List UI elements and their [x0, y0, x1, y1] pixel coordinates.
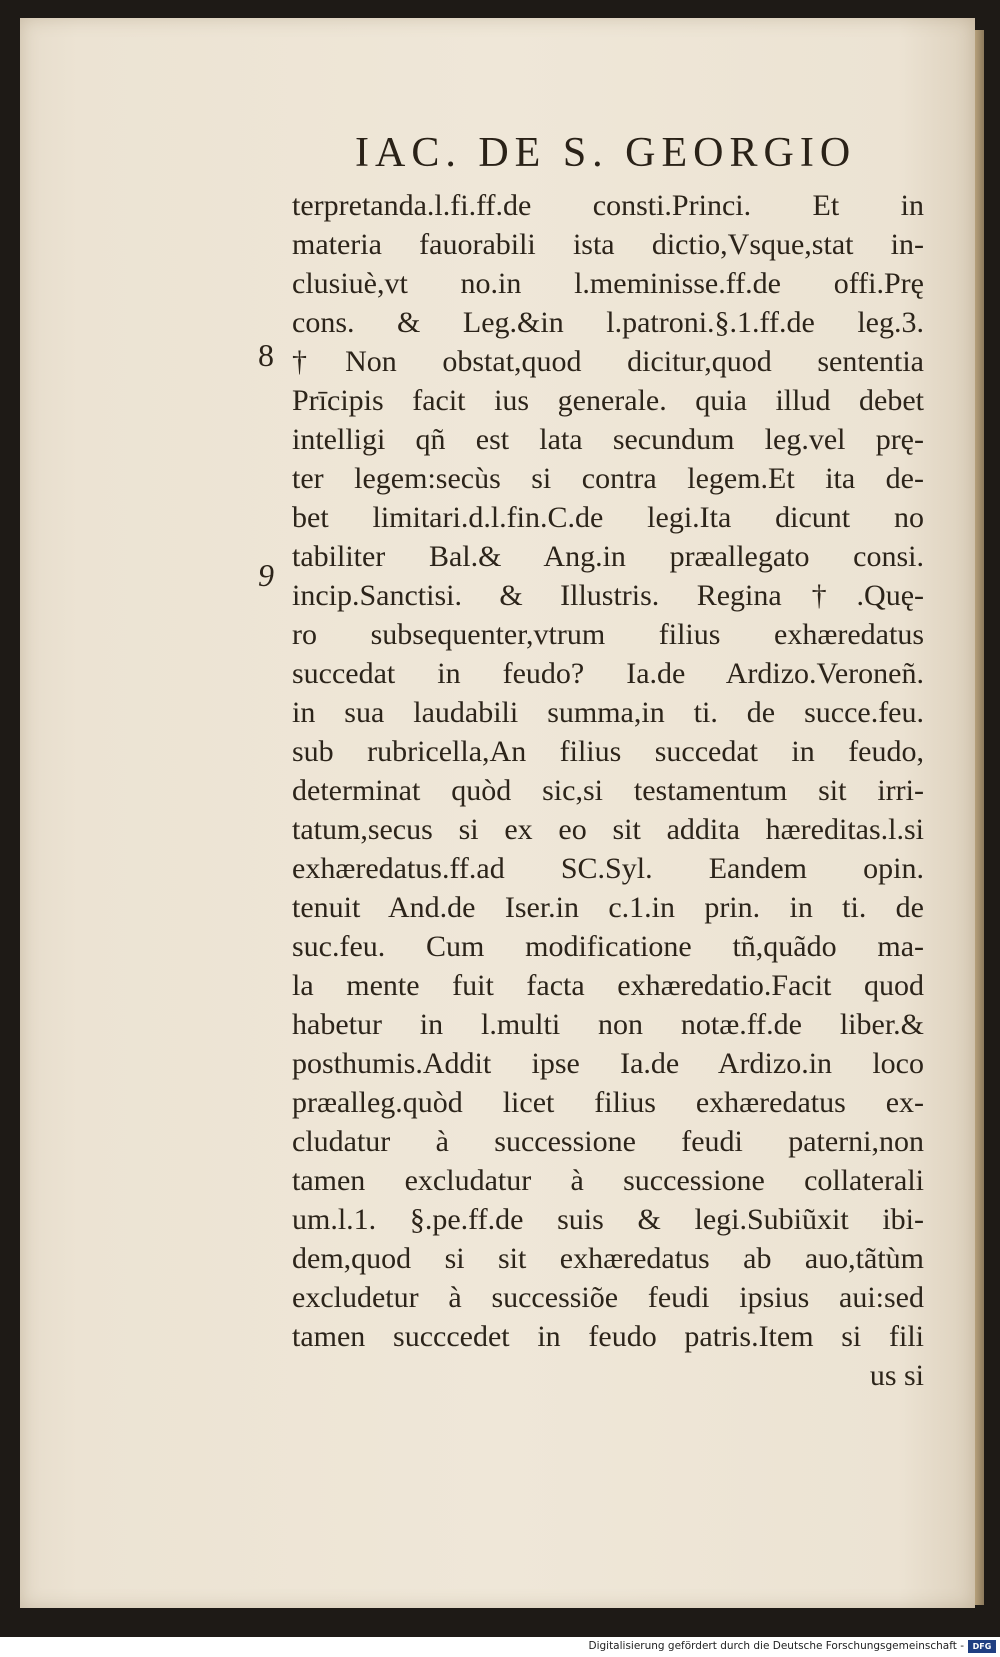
text-line: succedat in feudo? Ia.de Ardizo.Veroneñ.: [292, 657, 924, 690]
text-line: præalleg.quòd licet filius exhæredatus ex-: [292, 1086, 924, 1119]
marginal-number-8: 8: [258, 337, 274, 373]
text-line: ter legem:secùs si contra legem.Et ita de-: [292, 462, 924, 495]
text-line: la mente fuit facta exhæredatio.Facit quod: [292, 969, 924, 1002]
text-line: determinat quòd sic,si testamentum sit irri-: [292, 774, 924, 807]
text-block: [292, 186, 924, 1395]
text-line: †Non obstat,quod dicitur,quod sententia: [292, 345, 924, 378]
text-line: bet limitari.d.l.fin.C.de legi.Ita dicunt no: [292, 501, 924, 534]
text-line: incip.Sanctisi. & Illustris. Regina†.Quę-: [292, 579, 924, 612]
text-line: ro subsequenter,vtrum filius exhæredatus: [292, 618, 924, 651]
text-line: tamen excludatur à successione collaterali: [292, 1164, 924, 1197]
text-line: suc.feu. Cum modificatione tñ,quãdo ma-: [292, 930, 924, 963]
text-line: posthumis.Addit ipse Ia.de Ardizo.in loco: [292, 1047, 924, 1080]
text-line: tatum,secus si ex eo sit addita hæreditas.l.si: [292, 813, 924, 846]
text-line: habetur in l.multi non notæ.ff.de liber.&: [292, 1008, 924, 1041]
text-line: um.l.1. §.pe.ff.de suis & legi.Subiũxit ibi-: [292, 1203, 924, 1236]
text-line: terpretanda.l.fi.ff.de consti.Princi. Et in: [292, 189, 924, 222]
text-line: tenuit And.de Iser.in c.1.in prin. in ti. de: [292, 891, 924, 924]
running-head: IAC. DE S. GEORGIO: [355, 130, 857, 176]
catchword: us si: [869, 1359, 924, 1392]
text-line: sub rubricella,An filius succedat in feudo,: [292, 735, 924, 768]
text-line: in sua laudabili summa,in ti. de succe.feu.: [292, 696, 924, 729]
text-line: cludatur à successione feudi paterni,non: [292, 1125, 924, 1158]
text-line: Prīcipis facit ius generale. quia illud debet: [292, 384, 924, 417]
text-line: excludetur à successiõe feudi ipsius aui:sed: [292, 1281, 924, 1314]
text-line: clusiuè,vt no.in l.meminisse.ff.de offi.Prę: [292, 267, 924, 300]
text-line: dem,quod si sit exhæredatus ab auo,tãtùm: [292, 1242, 924, 1275]
text-line: intelligi qñ est lata secundum leg.vel prę-: [292, 423, 924, 456]
text-line: tamen succcedet in feudo patris.Item si fili: [292, 1320, 924, 1353]
text-line: tabiliter Bal.& Ang.in præallegato consi.: [292, 540, 924, 573]
text-line: cons. & Leg.&in l.patroni.§.1.ff.de leg.3.: [292, 306, 924, 339]
text-line: exhæredatus.ff.ad SC.Syl. Eandem opin.: [292, 852, 924, 885]
digitization-credit: Digitalisierung gefördert durch die Deutsche Forschungsgemeinschaft -: [588, 1640, 964, 1652]
marginal-number-9: 9: [258, 557, 274, 593]
dfg-logo: DFG: [968, 1640, 996, 1653]
text-line: materia fauorabili ista dictio,Vsque,stat in-: [292, 228, 924, 261]
